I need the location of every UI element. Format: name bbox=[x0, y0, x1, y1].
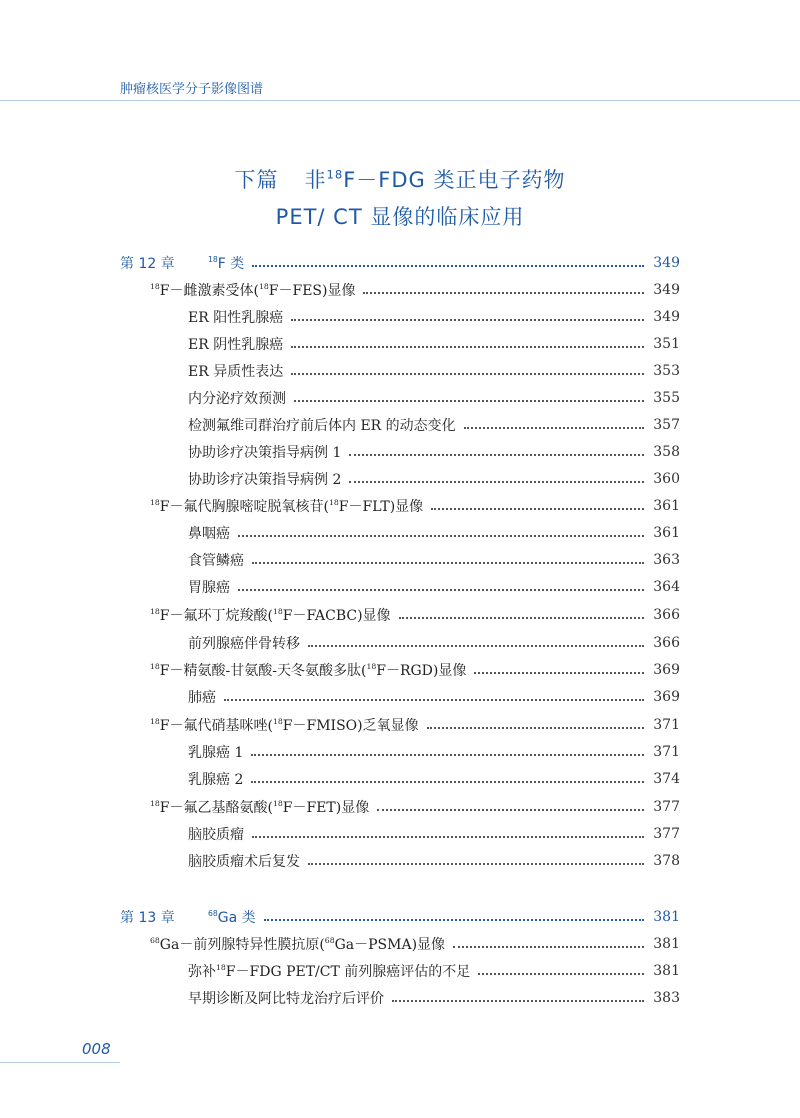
toc-item[interactable] bbox=[188, 821, 680, 847]
part-title-prefix: 非 bbox=[304, 168, 327, 192]
leader-dots bbox=[251, 780, 644, 783]
leader-dots bbox=[464, 426, 644, 429]
toc-section[interactable] bbox=[150, 493, 680, 519]
item-sup: 18 bbox=[216, 963, 226, 973]
section-title: F－FACBC)显像 bbox=[282, 608, 391, 624]
item-title: 早期诊断及阿比特龙治疗后评价 bbox=[188, 991, 384, 1007]
leader-dots bbox=[474, 671, 644, 674]
page-number: 353 bbox=[653, 363, 680, 379]
item-title: ER 异质性表达 bbox=[188, 364, 284, 380]
header-rule bbox=[0, 100, 800, 101]
toc-item[interactable] bbox=[188, 520, 680, 546]
leader-dots bbox=[238, 588, 644, 591]
leader-dots bbox=[252, 561, 644, 564]
toc-section[interactable] bbox=[150, 712, 680, 738]
section-sup: 18 bbox=[150, 717, 160, 727]
toc-item[interactable] bbox=[188, 412, 680, 438]
page-number: 366 bbox=[653, 635, 680, 651]
leader-dots bbox=[431, 507, 644, 510]
page-number: 381 bbox=[653, 909, 680, 925]
chapter-title: Ga 类 bbox=[217, 910, 256, 926]
page-number: 378 bbox=[653, 853, 680, 869]
item-title: 前列腺癌伴骨转移 bbox=[188, 636, 300, 652]
chapter-sup: 18 bbox=[208, 255, 218, 265]
toc-item[interactable] bbox=[188, 630, 680, 656]
section-title: F－氟代硝基咪唑( bbox=[159, 718, 273, 734]
page-number: 351 bbox=[653, 336, 680, 352]
toc-chapter-12[interactable] bbox=[120, 250, 680, 276]
running-header: 肿瘤核医学分子影像图谱 bbox=[120, 82, 264, 97]
toc-item[interactable] bbox=[188, 358, 680, 384]
toc-item[interactable] bbox=[188, 766, 680, 792]
leader-dots bbox=[308, 644, 644, 647]
leader-dots bbox=[349, 453, 644, 456]
toc-item[interactable] bbox=[188, 958, 680, 984]
page-number: 364 bbox=[653, 579, 680, 595]
page-number: 349 bbox=[653, 255, 680, 271]
toc-item[interactable] bbox=[188, 848, 680, 874]
toc-item[interactable] bbox=[188, 684, 680, 710]
toc-chapter-13[interactable] bbox=[120, 904, 680, 930]
leader-dots bbox=[294, 399, 644, 402]
chapter-number: 第 12 章 bbox=[120, 256, 175, 272]
toc-item[interactable] bbox=[188, 466, 680, 492]
item-title: 脑胶质瘤术后复发 bbox=[188, 854, 300, 870]
leader-dots bbox=[363, 291, 644, 294]
item-title: ER 阴性乳腺癌 bbox=[188, 337, 284, 353]
leader-dots bbox=[291, 345, 644, 348]
part-title bbox=[0, 164, 800, 194]
leader-dots bbox=[349, 480, 644, 483]
page-number: 357 bbox=[653, 417, 680, 433]
toc-item[interactable] bbox=[188, 547, 680, 573]
section-sup: 18 bbox=[150, 498, 160, 508]
page-number: 377 bbox=[653, 826, 680, 842]
section-sup: 18 bbox=[366, 662, 377, 672]
section-title: F－FES)显像 bbox=[268, 283, 356, 299]
item-title: 胃腺癌 bbox=[188, 580, 230, 596]
toc-item[interactable] bbox=[188, 439, 680, 465]
item-title: F－FDG PET/CT 前列腺癌评估的不足 bbox=[225, 964, 471, 980]
page-number: 355 bbox=[653, 390, 680, 406]
page-number: 358 bbox=[653, 444, 680, 460]
leader-dots bbox=[478, 972, 644, 975]
page-number: 361 bbox=[653, 525, 680, 541]
item-title: 鼻咽癌 bbox=[188, 526, 230, 542]
leader-dots bbox=[252, 264, 644, 267]
section-title: F－FLT)显像 bbox=[338, 499, 424, 515]
page-number: 361 bbox=[653, 498, 680, 514]
page-number: 349 bbox=[653, 309, 680, 325]
leader-dots bbox=[308, 862, 644, 865]
section-sup: 18 bbox=[258, 282, 269, 292]
page-number: 369 bbox=[653, 689, 680, 705]
section-sup: 18 bbox=[272, 607, 283, 617]
page-number: 366 bbox=[653, 607, 680, 623]
footer-rule bbox=[0, 1062, 120, 1063]
section-sup: 18 bbox=[150, 607, 160, 617]
toc-item[interactable] bbox=[188, 739, 680, 765]
item-title: 脑胶质瘤 bbox=[188, 827, 244, 843]
page-number: 377 bbox=[653, 799, 680, 815]
part-label: 下篇 bbox=[234, 168, 279, 192]
item-title: 内分泌疗效预测 bbox=[188, 391, 286, 407]
leader-dots bbox=[252, 835, 644, 838]
toc-item[interactable] bbox=[188, 331, 680, 357]
part-title-rest: F－FDG 类正电子药物 bbox=[343, 168, 566, 192]
item-title: 肺癌 bbox=[188, 690, 216, 706]
page-number: 369 bbox=[653, 662, 680, 678]
part-title-sup: 18 bbox=[326, 167, 344, 182]
toc-section[interactable] bbox=[150, 657, 680, 683]
section-sup: 68 bbox=[324, 936, 335, 946]
toc-item[interactable] bbox=[188, 574, 680, 600]
toc-section[interactable] bbox=[150, 794, 680, 820]
section-sup: 18 bbox=[150, 282, 160, 292]
section-title: F－RGD)显像 bbox=[376, 663, 467, 679]
toc-section[interactable] bbox=[150, 931, 680, 957]
section-title: Ga－PSMA)显像 bbox=[334, 937, 446, 953]
leader-dots bbox=[399, 616, 644, 619]
page-number: 371 bbox=[653, 717, 680, 733]
leader-dots bbox=[291, 318, 644, 321]
item-title: 弥补 bbox=[188, 964, 216, 980]
section-title: F－FET)显像 bbox=[282, 800, 370, 816]
item-title: 检测氟维司群治疗前后体内 ER 的动态变化 bbox=[188, 418, 456, 434]
part-subtitle: PET/ CT 显像的临床应用 bbox=[275, 205, 525, 229]
page-number: 381 bbox=[653, 936, 680, 952]
section-sup: 68 bbox=[150, 936, 160, 946]
chapter-sup: 68 bbox=[208, 909, 218, 919]
leader-dots bbox=[238, 534, 644, 537]
toc-section[interactable] bbox=[150, 602, 680, 628]
item-title: 协助诊疗决策指导病例 2 bbox=[188, 472, 342, 488]
page-number: 374 bbox=[653, 771, 680, 787]
leader-dots bbox=[453, 945, 644, 948]
item-title: 食管鳞癌 bbox=[188, 553, 244, 569]
leader-dots bbox=[251, 753, 644, 756]
section-sup: 18 bbox=[328, 498, 339, 508]
section-title: F－FMISO)乏氧显像 bbox=[282, 718, 419, 734]
page-number: 381 bbox=[653, 963, 680, 979]
page-number: 383 bbox=[653, 990, 680, 1006]
toc-item[interactable] bbox=[188, 385, 680, 411]
section-title: F－氟代胸腺嘧啶脱氧核苷( bbox=[159, 499, 329, 515]
leader-dots bbox=[264, 918, 644, 921]
section-sup: 18 bbox=[150, 799, 160, 809]
page-number: 371 bbox=[653, 744, 680, 760]
section-title: F－氟乙基酪氨酸( bbox=[159, 800, 273, 816]
item-title: 乳腺癌 1 bbox=[188, 745, 244, 761]
item-title: 协助诊疗决策指导病例 1 bbox=[188, 445, 342, 461]
leader-dots bbox=[427, 726, 644, 729]
section-title: Ga－前列腺特异性膜抗原( bbox=[159, 937, 325, 953]
section-sup: 18 bbox=[150, 662, 160, 672]
leader-dots bbox=[392, 999, 644, 1002]
leader-dots bbox=[291, 372, 644, 375]
chapter-number: 第 13 章 bbox=[120, 910, 175, 926]
item-title: 乳腺癌 2 bbox=[188, 772, 244, 788]
chapter-title: F 类 bbox=[217, 256, 245, 272]
section-title: F－氟环丁烷羧酸( bbox=[159, 608, 273, 624]
page-number: 349 bbox=[653, 282, 680, 298]
page-number: 363 bbox=[653, 552, 680, 568]
page-number-footer: 008 bbox=[82, 1040, 111, 1058]
leader-dots bbox=[377, 808, 644, 811]
toc-section[interactable] bbox=[150, 277, 680, 303]
section-sup: 18 bbox=[272, 717, 283, 727]
item-title: ER 阳性乳腺癌 bbox=[188, 310, 284, 326]
section-title: F－雌激素受体( bbox=[159, 283, 259, 299]
toc-item[interactable] bbox=[188, 304, 680, 330]
section-sup: 18 bbox=[272, 799, 283, 809]
section-title: F－精氨酸-甘氨酸-天冬氨酸多肽( bbox=[159, 663, 367, 679]
leader-dots bbox=[224, 698, 644, 701]
page-number: 360 bbox=[653, 471, 680, 487]
toc-item[interactable] bbox=[188, 985, 680, 1011]
